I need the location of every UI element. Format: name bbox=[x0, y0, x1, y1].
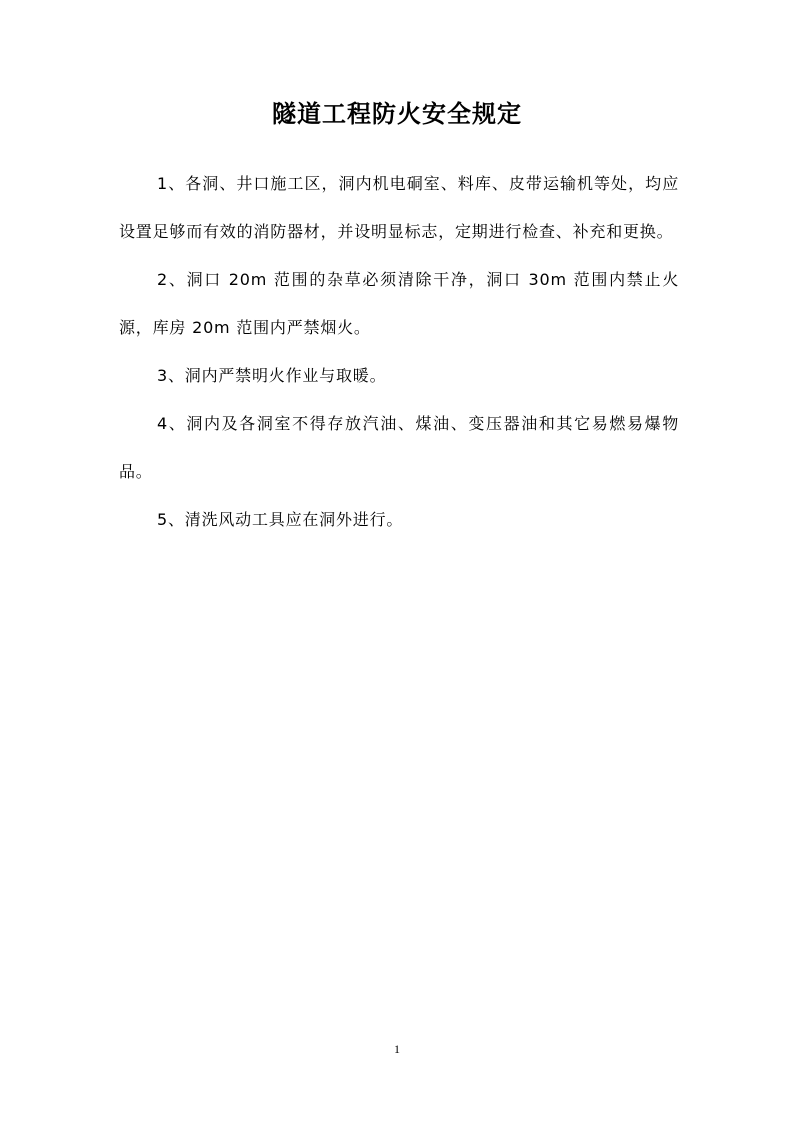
document-title: 隧道工程防火安全规定 bbox=[272, 100, 522, 128]
paragraph-2: 2、洞口 20m 范围的杂草必须清除干净，洞口 30m 范围内禁止火源，库房 20m 范围内严禁烟火。 bbox=[119, 270, 679, 337]
document-body bbox=[119, 160, 679, 544]
paragraph-3: 3、洞内严禁明火作业与取暖。 bbox=[157, 366, 387, 385]
page-number: 1 bbox=[394, 1042, 400, 1056]
paragraph-4: 4、洞内及各洞室不得存放汽油、煤油、变压器油和其它易燃易爆物品。 bbox=[119, 414, 679, 481]
paragraph-5: 5、清洗风动工具应在洞外进行。 bbox=[157, 510, 404, 529]
paragraph-1: 1、各洞、井口施工区，洞内机电硐室、料库、皮带运输机等处，均应设置足够而有效的消防器材，并设明显标志，定期进行检查、补充和更换。 bbox=[119, 174, 679, 241]
